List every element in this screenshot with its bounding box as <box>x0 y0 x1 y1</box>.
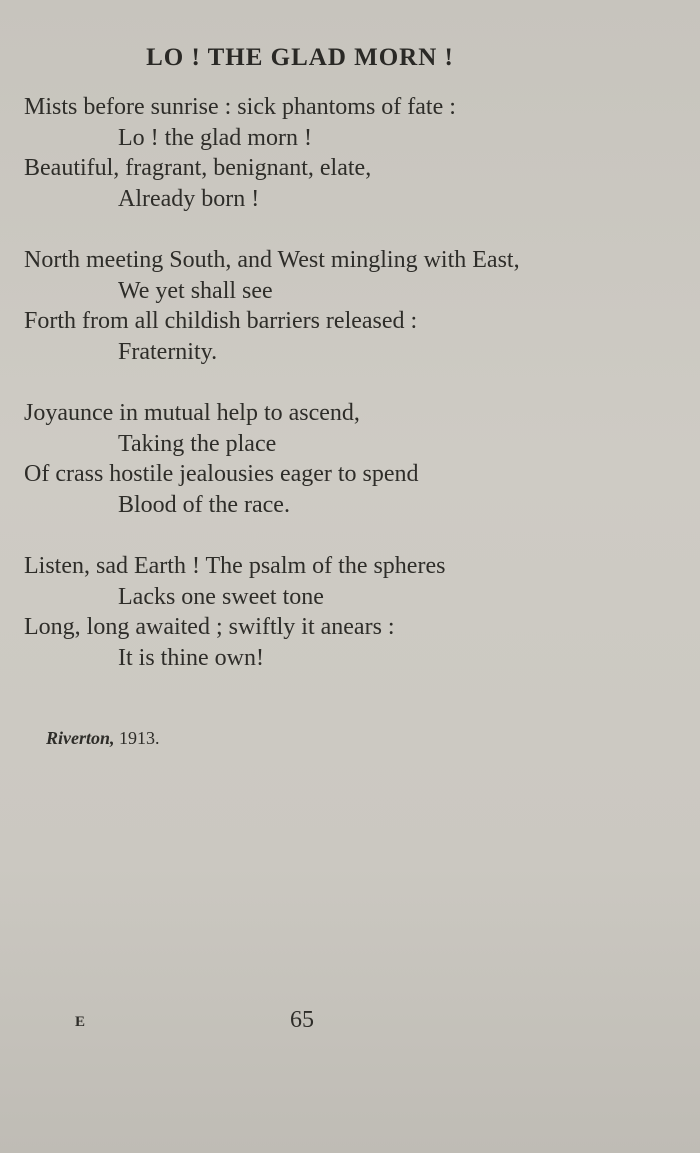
poem-line-indented: Taking the place <box>118 430 277 457</box>
poem-title: LO ! THE GLAD MORN ! <box>146 44 454 71</box>
poem-line: Of crass hostile jealousies eager to spend <box>24 461 419 488</box>
stanza-2 <box>24 245 520 367</box>
poem-body <box>24 92 520 704</box>
poem-line: North meeting South, and West mingling with East, <box>24 246 520 273</box>
poem-line-indented: Blood of the race. <box>118 491 290 518</box>
poem-line: Listen, sad Earth ! The psalm of the spheres <box>24 552 446 579</box>
stanza-3 <box>24 398 520 520</box>
place-and-date <box>46 728 160 749</box>
stanza-4 <box>24 551 520 673</box>
signature-mark: E <box>75 1014 86 1030</box>
year: 1913. <box>119 728 160 748</box>
poem-line-indented: Lacks one sweet tone <box>118 583 324 610</box>
poem-line: Joyaunce in mutual help to ascend, <box>24 399 360 426</box>
poem-line: Forth from all childish barriers released : <box>24 308 418 335</box>
poem-line: Mists before sunrise : sick phantoms of fate : <box>24 94 456 120</box>
poem-line-indented: Fraternity. <box>118 338 218 365</box>
page-number: 65 <box>290 1007 314 1033</box>
poem-line-indented: Already born ! <box>118 185 260 212</box>
poem-line: Beautiful, fragrant, benignant, elate, <box>24 155 372 182</box>
place-name: Riverton, <box>46 728 115 748</box>
poem-line-indented: It is thine own! <box>118 644 264 671</box>
stanza-1 <box>24 92 520 214</box>
poem-line-indented: We yet shall see <box>118 277 273 304</box>
poem-line-indented: Lo ! the glad morn ! <box>118 124 312 151</box>
poem-line: Long, long awaited ; swiftly it anears : <box>24 614 395 641</box>
